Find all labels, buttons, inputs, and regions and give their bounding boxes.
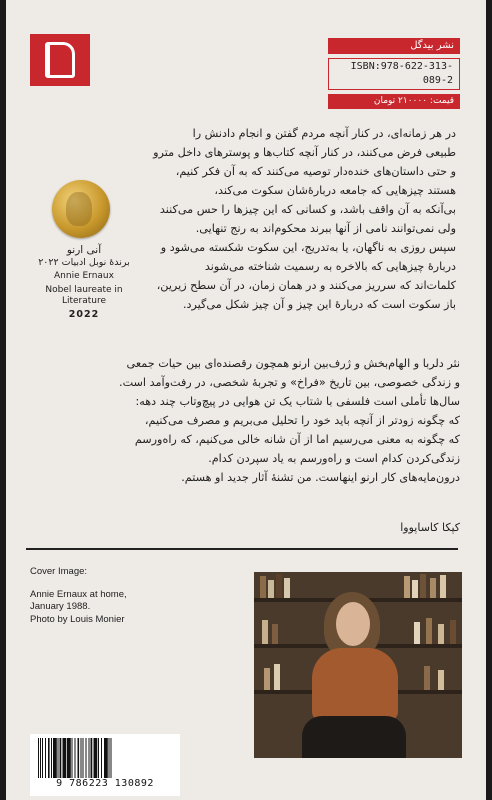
award-label-fa: برندهٔ نوبل ادبیات ۲۰۲۲ (38, 257, 130, 268)
barcode-bar (51, 738, 52, 778)
barcode-bar (45, 738, 46, 778)
blurb-line: هستند چیزهایی که جامعه دربارهٔ‌شان سکوت می‌کند، (214, 184, 456, 197)
review-line: نثر دلربا و الهام‌بخش و ژرف‌بین ارنو همچون رقصنده‌ای بین حیات جمعی (126, 357, 460, 370)
review-line: سال‌ها تأملی است فلسفی با شتاب یک تن هوایی در پیچ‌وتاب چند دهه: (135, 395, 460, 408)
author-photo (254, 572, 462, 758)
barcode-bar (63, 738, 65, 778)
caption-line: January 1988. (30, 601, 91, 612)
section-divider (26, 548, 458, 550)
barcode-bar (58, 738, 59, 778)
book-spine (424, 666, 430, 690)
barcode-bar (55, 738, 57, 778)
book-spine (440, 575, 446, 598)
book-spine (276, 574, 282, 598)
book-spine (450, 620, 456, 644)
book-spine (438, 624, 444, 644)
caption-label: Cover Image: (30, 566, 88, 577)
blurb-line: طبیعی فرض می‌کنند، در کنار آنچه کتاب‌ها و پوسترهای داخل مترو (153, 146, 456, 159)
nobel-award-label (30, 244, 138, 320)
book-spine (426, 618, 432, 644)
book-spine (412, 580, 418, 598)
barcode-bar (86, 738, 87, 778)
barcode-bar (78, 738, 80, 778)
award-year: 2022 (68, 309, 100, 320)
blurb-line: سپس روزی به ناگهان، یا به‌تدریج، این سکوت شکسته می‌شود و (160, 241, 456, 254)
person-sweater (312, 648, 398, 720)
book-spine (438, 670, 444, 690)
blurb-line: در هر زمانه‌ای، در کنار آنچه مردم گفتن و انجام دادنش را (192, 127, 456, 140)
barcode (30, 734, 180, 796)
book-spine (284, 578, 290, 598)
review-line: زندگی‌کردن کدام است و راه‌ورسم به یاد سپردن کدام. (208, 452, 460, 465)
barcode-bar (81, 738, 82, 778)
blurb-line: ولی نمی‌توانند نامی از آنها ببرند محکوم‌اند به رنج تنهایی. (195, 222, 456, 235)
barcode-bar (111, 738, 112, 778)
caption-line: Photo by Louis Monier (30, 613, 125, 625)
barcode-bar (38, 738, 39, 778)
nobel-medal-icon (52, 180, 110, 238)
blurb-line: کلمات‌اند که سرریز می‌کنند و در همان زمان، در آن سطح زیرین، (156, 279, 456, 292)
barcode-bar (75, 738, 76, 778)
book-spine (414, 622, 420, 644)
review-line: و زندگی خصوصی، بین تاریخ «فراخ» و تجربهٔ شخصی، در رفت‌وآمد است. (119, 376, 460, 389)
medal-portrait (66, 192, 92, 226)
barcode-bar (69, 738, 71, 778)
barcode-bar (91, 738, 93, 778)
book-spine (268, 580, 274, 598)
blurb-line: بی‌آنکه به آن واقف باشد، و کسانی که این چیزها را حس می‌کنند (159, 203, 456, 216)
logo-mark-icon (45, 42, 75, 78)
book-spine (264, 668, 270, 690)
book-spine (430, 578, 436, 598)
barcode-bar (83, 738, 84, 778)
review-signature: کپکا کاساپووا (400, 521, 460, 534)
person-face (336, 602, 370, 646)
barcode-bar (60, 738, 62, 778)
barcode-bar (48, 738, 50, 778)
barcode-bar (96, 738, 98, 778)
caption-line: Annie Ernaux at home, (30, 588, 127, 600)
barcode-bar (106, 738, 108, 778)
book-back-cover (6, 0, 486, 800)
price-label: قیمت: ۲۱۰۰۰۰ تومان (328, 94, 460, 109)
barcode-bar (40, 738, 41, 778)
barcode-bar (65, 738, 67, 778)
book-spine (260, 576, 266, 598)
review-line: درون‌مایه‌های کار ارنو اینهاست. من تشنهٔ آثار جدید او هستم. (181, 471, 460, 484)
blurb-line: باز سکوت است که دربارهٔ این چیز و آن چیز شکل می‌گیرد. (182, 298, 456, 311)
barcode-bar (94, 738, 96, 778)
barcode-bar (109, 738, 110, 778)
person-skirt (302, 716, 406, 758)
cover-image-caption (30, 566, 230, 626)
book-spine (274, 664, 280, 690)
isbn-label: ISBN:978-622-313-089-2 (328, 58, 460, 90)
book-spine (404, 576, 410, 598)
book-spine (272, 624, 278, 644)
publisher-logo (30, 34, 90, 86)
barcode-bar (42, 738, 43, 778)
publisher-name: نشر بیدگل (328, 38, 460, 54)
barcode-number: 9 786223 130892 (56, 778, 154, 789)
book-spine (262, 620, 268, 644)
publisher-info (328, 38, 460, 109)
blurb-line: دربارهٔ چیزهایی که بالاخره به رسمیت شناخته می‌شوند (204, 260, 456, 273)
book-spine (420, 574, 426, 598)
barcode-bar (98, 738, 99, 778)
barcode-bar (72, 738, 73, 778)
barcode-bar (89, 738, 90, 778)
barcode-bar (104, 738, 106, 778)
barcode-bar (101, 738, 102, 778)
review-paragraph (30, 354, 460, 487)
review-line: که چگونه به معنی می‌رسیم اما از آن شانه خالی می‌کنیم، که راه‌ورسم (134, 433, 460, 446)
barcode-bars (36, 738, 174, 778)
blurb-paragraph (96, 124, 456, 314)
award-author-en: Annie Ernaux (54, 271, 114, 281)
barcode-bar (67, 738, 69, 778)
review-line: که چگونه زودتر از آنچه باید خود را تحلیل می‌بریم و مصرف می‌کنیم، (144, 414, 460, 427)
barcode-bar (53, 738, 55, 778)
blurb-line: و حتی داستان‌های خنده‌دار توصیه می‌کنند که به آن فکر کنیم، (175, 165, 456, 178)
award-author-fa: آنی ارنو (66, 244, 102, 256)
award-label-en: Nobel laureate in Literature (45, 285, 123, 306)
